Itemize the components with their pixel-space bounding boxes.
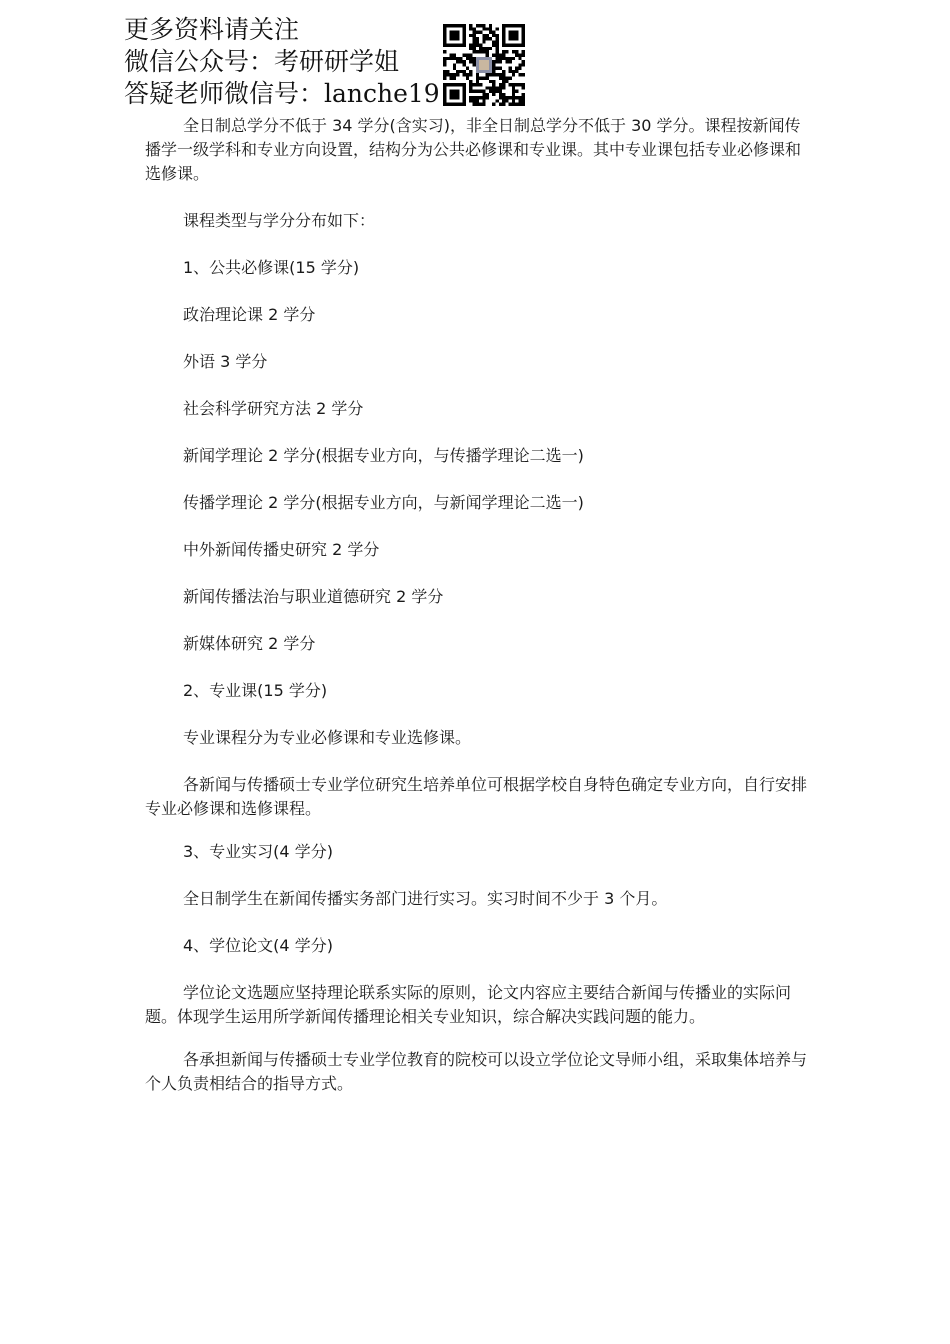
paragraph-course-types: 课程类型与学分分布如下： (183, 211, 376, 230)
promo-header (124, 14, 440, 110)
paragraph-internship: 全日制学生在新闻传播实务部门进行实习。实习时间不少于 3 个月。 (183, 889, 668, 908)
course-item: 新闻传播法治与职业道德研究 2 学分 (183, 587, 444, 606)
course-item: 政治理论课 2 学分 (183, 305, 316, 324)
promo-line-2: 微信公众号：考研研学姐 (124, 47, 400, 76)
section-heading-internship: 3、专业实习(4 学分) (183, 842, 333, 861)
section-heading-thesis: 4、学位论文(4 学分) (183, 936, 333, 955)
paragraph-major-arrangement: 各新闻与传播硕士专业学位研究生培养单位可根据学校自身特色确定专业方向，自行安排专业必修课和选修课程。 (145, 775, 808, 818)
qr-code-icon (443, 24, 525, 106)
course-item: 外语 3 学分 (183, 352, 268, 371)
section-heading-public: 1、公共必修课(15 学分) (183, 258, 360, 277)
paragraph-credits-overview: 全日制总学分不低于 34 学分(含实习)，非全日制总学分不低于 30 学分。课程按新闻传播学一级学科和专业方向设置，结构分为公共必修课和专业课。其中专业课包括专业必修课和选修课。 (145, 116, 802, 183)
promo-line-1: 更多资料请关注 (124, 15, 300, 44)
document-body (145, 114, 810, 1119)
section-heading-major: 2、专业课(15 学分) (183, 681, 328, 700)
paragraph-major-split: 专业课程分为专业必修课和专业选修课。 (183, 728, 472, 747)
course-item: 社会科学研究方法 2 学分 (183, 399, 364, 418)
paragraph-thesis-topic: 学位论文选题应坚持理论联系实际的原则，论文内容应主要结合新闻与传播业的实际问题。体现学生运用所学新闻传播理论相关专业知识，综合解决实践问题的能力。 (145, 983, 792, 1026)
course-item: 中外新闻传播史研究 2 学分 (183, 540, 380, 559)
course-item: 新闻学理论 2 学分(根据专业方向，与传播学理论二选一) (183, 446, 584, 465)
promo-line-3: 答疑老师微信号：lanche19 (124, 79, 440, 108)
course-item: 新媒体研究 2 学分 (183, 634, 316, 653)
course-item: 传播学理论 2 学分(根据专业方向，与新闻学理论二选一) (183, 493, 584, 512)
paragraph-thesis-guidance: 各承担新闻与传播硕士专业学位教育的院校可以设立学位论文导师小组，采取集体培养与个人负责相结合的指导方式。 (145, 1050, 808, 1093)
